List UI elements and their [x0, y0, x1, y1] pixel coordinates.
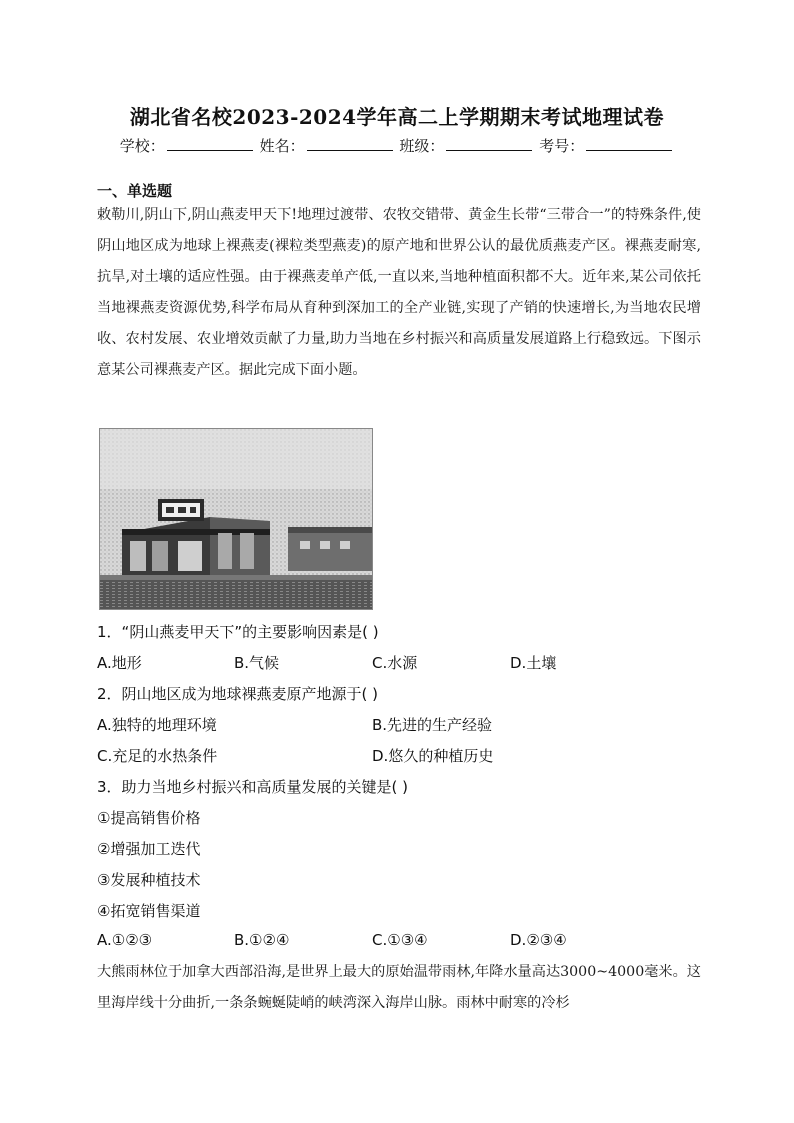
question-2-option-c[interactable]: C.充足的水热条件 — [97, 747, 218, 765]
question-1-option-b[interactable]: B.气候 — [234, 654, 280, 672]
question-2-option-b[interactable]: B.先进的生产经验 — [372, 716, 493, 734]
question-1-stem: 1．“阴山燕麦甲天下”的主要影响因素是( ) — [97, 623, 379, 641]
school-label: 学校： — [119, 137, 165, 155]
reading-passage-1: 敕勒川,阴山下,阴山燕麦甲天下!地理过渡带、农牧交错带、黄金生长带“三带合一”的特殊条件,使阴山地区成为地球上裸燕麦(裸粒类型燕麦)的原产地和世界公认的最优质燕麦产区。裸燕麦耐寒,抗旱,对土壤的适应性强。由于裸燕麦单产低,一直以来,当地种植面积都不大。近年来,某公司依托当地裸燕麦资源优势,科学布局从育种到深加工的全产业链,实现了产销的快速增长,为当地农民增收、农村发展、农业增效贡献了力量,助力当地在乡村振兴和高质量发展道路上行稳致远。下图示意某公司裸燕麦产区。据此完成下面小题。 — [97, 207, 701, 378]
class-label: 班级： — [399, 137, 445, 155]
question-3-item-2: ②增强加工迭代 — [97, 840, 201, 858]
question-1-option-a[interactable]: A.地形 — [97, 654, 142, 672]
reading-passage-2: 大熊雨林位于加拿大西部沿海,是世界上最大的原始温带雨林,年降水量高达3000~4000毫米。这里海岸线十分曲折,一条条蜿蜒陡峭的峡湾深入海岸山脉。雨林中耐寒的冷杉 — [97, 964, 701, 1011]
factory-building-image — [100, 429, 372, 609]
student-info-line — [0, 135, 794, 156]
question-3-option-c[interactable]: C.①③④ — [372, 931, 428, 949]
name-label: 姓名： — [259, 137, 305, 155]
question-3-item-3: ③发展种植技术 — [97, 871, 201, 889]
question-2-option-d[interactable]: D.悠久的种植历史 — [372, 747, 494, 765]
class-blank[interactable] — [446, 136, 532, 151]
question-3-item-1: ①提高销售价格 — [97, 809, 201, 827]
name-blank[interactable] — [307, 136, 393, 151]
question-2-stem: 2．阴山地区成为地球裸燕麦原产地源于( ) — [97, 685, 379, 703]
number-blank[interactable] — [586, 136, 672, 151]
question-1-option-d[interactable]: D.土壤 — [510, 654, 557, 672]
question-3-stem: 3．助力当地乡村振兴和高质量发展的关键是( ) — [97, 778, 409, 796]
exam-title: 湖北省名校2023-2024学年高二上学期期末考试地理试卷 — [129, 105, 665, 129]
oat-factory-photo — [99, 428, 373, 610]
question-1-option-c[interactable]: C.水源 — [372, 654, 418, 672]
section-title: 一、单选题 — [97, 182, 173, 200]
school-blank[interactable] — [167, 136, 253, 151]
question-3-option-d[interactable]: D.②③④ — [510, 931, 567, 949]
question-3-option-a[interactable]: A.①②③ — [97, 931, 153, 949]
question-3-option-b[interactable]: B.①②④ — [234, 931, 290, 949]
question-3-item-4: ④拓宽销售渠道 — [97, 902, 201, 920]
number-label: 考号： — [539, 137, 585, 155]
question-2-option-a[interactable]: A.独特的地理环境 — [97, 716, 217, 734]
